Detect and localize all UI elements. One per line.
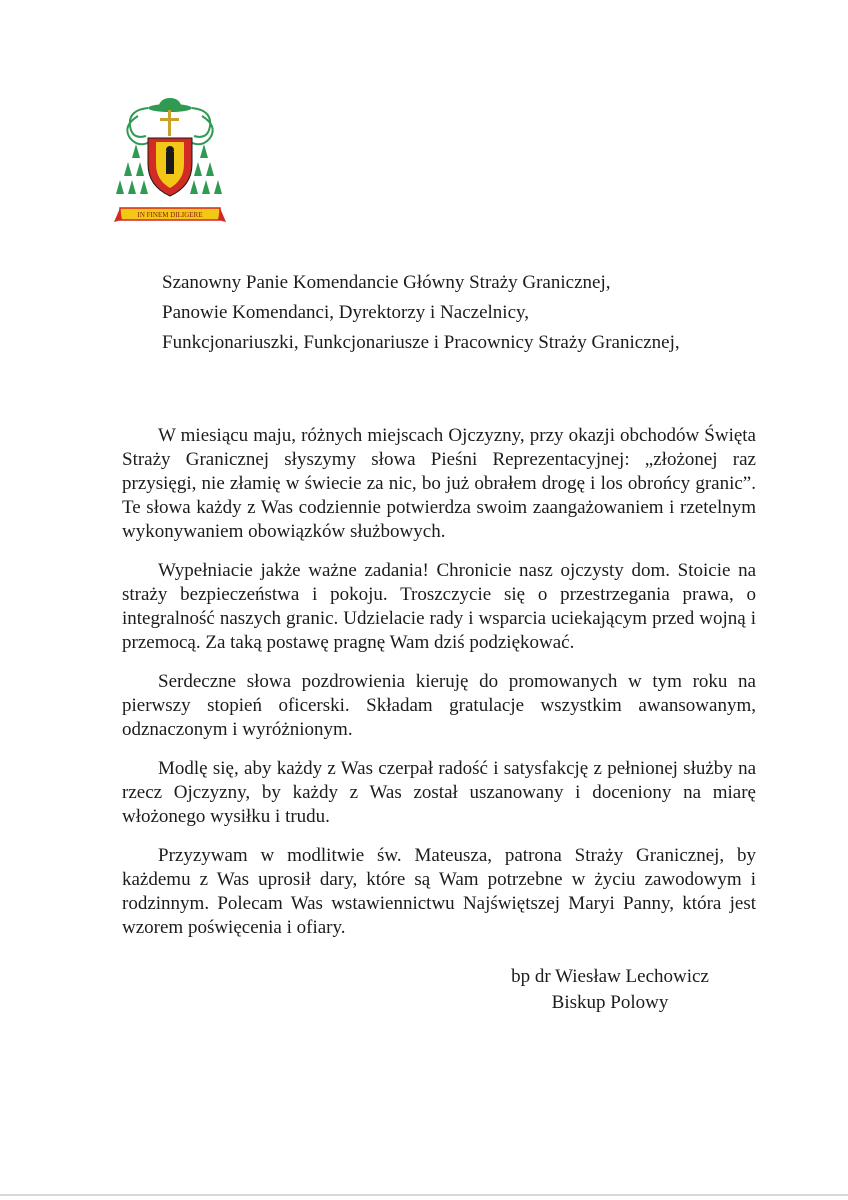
paragraph: Wypełniacie jakże ważne zadania! Chronicie nasz ojczysty dom. Stoicie na straży bezpieczeństwa i pokoju. Troszczycie się o przestrzegania prawa, o integralność naszych granic. Udzielacie rady i wsparcia uciekającym przed wojną i przemocą. Za taką postawę pragnę Wam dziś podziękować.	[122, 560, 756, 653]
signature-name: bp dr Wiesław Lechowicz	[511, 966, 709, 987]
paragraph: W miesiącu maju, różnych miejscach Ojczyzny, przy okazji obchodów Święta Straży Granicznej słyszymy słowa Pieśni Reprezentacyjnej: „złożonej raz przysięgi, nie złamię w świecie za nic, bo już obrałem drogę i los obrońcy granic”. Te słowa każdy z Was codziennie potwierdza swoim zaangażowaniem i rzetelnym wykonywaniem obowiązków służbowych.	[122, 425, 756, 542]
paragraph: Przyzywam w modlitwie św. Mateusza, patrona Straży Granicznej, by każdemu z Was uprosił dary, które są Wam potrzebne w życiu zawodowym i rodzinnym. Polecam Was wstawiennictwu Najświętszej Maryi Panny, która jest wzorem poświęcenia i ofiary.	[122, 845, 756, 938]
signature-title: Biskup Polowy	[551, 992, 669, 1013]
letter-body	[122, 424, 756, 955]
greeting-block	[162, 268, 782, 358]
greeting-line: Funkcjonariuszki, Funkcjonariusze i Pracownicy Straży Granicznej,	[162, 332, 680, 353]
episcopal-coat-of-arms-icon	[108, 96, 238, 232]
paragraph: Serdeczne słowa pozdrowienia kieruję do promowanych w tym roku na pierwszy stopień oficerski. Składam gratulacje wszystkim awansowanym, odznaczonym i wyróżnionym.	[122, 671, 756, 740]
paragraph: Modlę się, aby każdy z Was czerpał radość i satysfakcję z pełnionej służby na rzecz Ojczyzny, by każdy z Was został uszanowany i doceniony na miarę włożonego wysiłku i trudu.	[122, 758, 756, 827]
greeting-line: Panowie Komendanci, Dyrektorzy i Naczelnicy,	[162, 302, 530, 323]
signature-block	[470, 964, 750, 1016]
scan-edge-line	[0, 1194, 848, 1196]
coat-of-arms	[108, 96, 238, 232]
greeting-line: Szanowny Panie Komendancie Główny Straży Granicznej,	[162, 272, 611, 293]
motto-text: IN FINEM DILIGERE	[137, 211, 203, 219]
